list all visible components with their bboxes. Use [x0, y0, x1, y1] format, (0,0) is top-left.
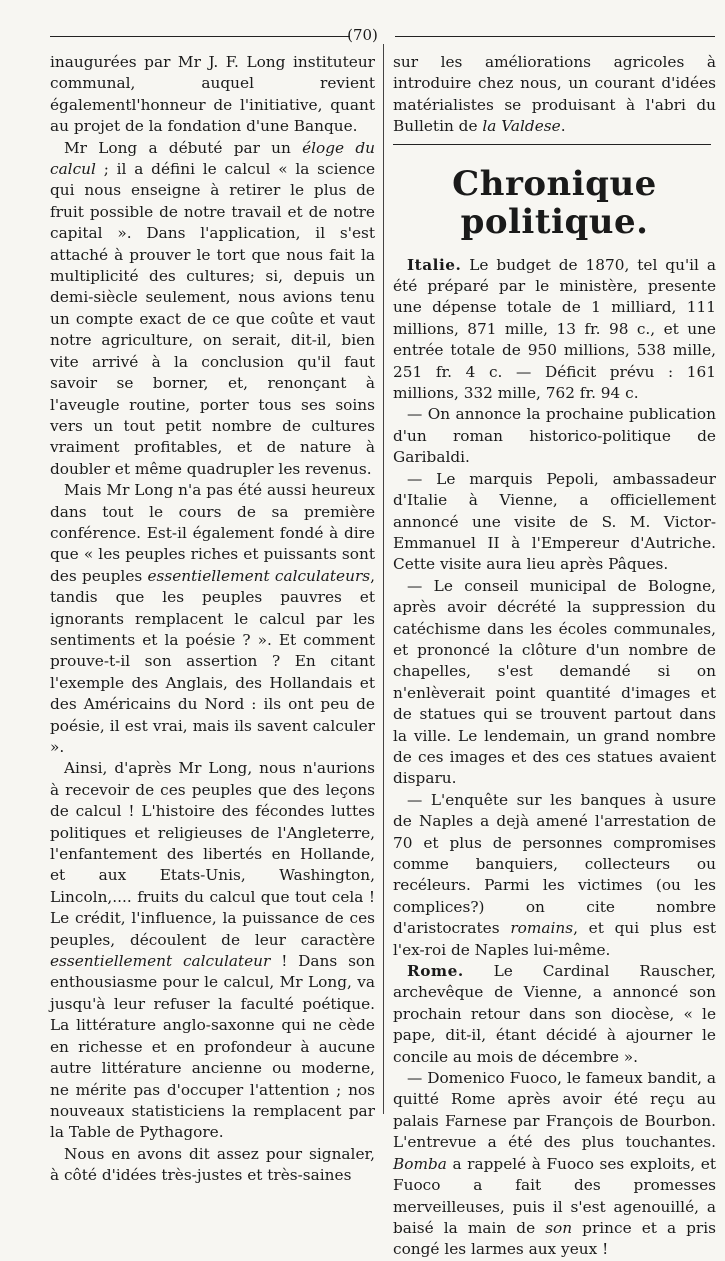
- text: , tandis que les peuples pauvres et ignorants remplacent le calcul par les sentiments et la poésie ? ». Et comment prouve-t-il son assertion ? En citant l'exemple des Anglais, des Hollandais et des Américains du Nord : ils ont peu de poésie, il est vrai, mais ils savent calculer ».: [50, 566, 375, 756]
- paragraph-conference: [50, 480, 375, 758]
- paragraph-conclusion: Nous en avons dit assez pour signaler, à côté d'idées très-justes et très-saines: [50, 1144, 375, 1185]
- section-title: Chronique politique.: [452, 163, 657, 242]
- emphasis: éloge du calcul: [50, 138, 375, 179]
- page-number: (70): [347, 26, 378, 44]
- emphasis: essentiellement calculateur: [50, 952, 271, 971]
- italie-naples: [393, 790, 716, 961]
- paragraph-eloge: [50, 138, 375, 481]
- right-column: [393, 52, 716, 1261]
- text: Mr Long a débuté par un: [64, 138, 303, 157]
- text: , et qui plus est l'ex-roi de Naples lui-même.: [393, 919, 716, 959]
- text: prince et a pris congé les larmes aux yeux !: [393, 1218, 716, 1259]
- text: — L'enquête sur les banques à usure de Naples a dejà amené l'arrestation de 70 et plus de personnes compromises comme banquiers, collecteurs ou recéleurs. Parmi les victimes (ou les complices?) on cite nombre d'aristocrates: [393, 790, 716, 938]
- emphasis: son: [545, 1218, 573, 1237]
- article-end-rule: [393, 144, 711, 145]
- emphasis: romains: [510, 919, 574, 938]
- text: Mais Mr Long n'a pas été aussi heureux dans tout le cours de sa première conférence. Est-il également fondé à dire que « les peuples riches et puissants sont des peuples: [50, 481, 375, 585]
- text: Le budget de 1870, tel qu'il a été préparé par le ministère, presente une dépense totale de 1 milliard, 111 millions, 871 mille, 13 fr. 98 c., et une entrée totale de 950 millions, 538 mille, 251 fr. 4 c. — Déficit prévu : 161 millions, 332 mille, 762 fr. 94 c.: [393, 255, 716, 403]
- text: — Domenico Fuoco, le fameux bandit, a quitté Rome après avoir été reçu au palais Farnese par François de Bourbon. L'entrevue a été des plus touchantes.: [393, 1069, 716, 1152]
- text: .: [560, 117, 566, 136]
- country-label-italie: Italie.: [407, 255, 462, 274]
- text: ! Dans son enthousiasme pour le calcul, Mr Long, va jusqu'à leur refuser la faculté poétique. La littérature anglo-saxonne qui ne cède en richesse et en profondeur à aucune autre littérature ancienne ou moderne, ne mérite pas d'occuper l'attention ; nos nouveaux statisticiens la remplacent par la Table de Pythagore.: [50, 952, 375, 1142]
- rome-rauscher: [393, 961, 716, 1068]
- emphasis: la Valdese: [482, 117, 561, 136]
- emphasis: Bomba: [393, 1154, 447, 1173]
- italie-bologne: — Le conseil municipal de Bologne, après avoir décrété la suppression du catéchisme dans les écoles communales, et prononcé la clôture d'un nombre de chapelles, s'est demandé si on n'enlèverait point quantité d'images et de statues qui se trouvent partout dans la ville. Le lendemain, un grand nombre de ces images et des ces statues avaient disparu.: [393, 576, 716, 788]
- text: sur les améliorations agricoles à introduire chez nous, un courant d'idées matérialistes se produisant à l'abri du Bulletin de: [393, 53, 716, 136]
- header-rule-left: [50, 36, 350, 37]
- left-column: [50, 52, 375, 1187]
- italie-budget: [393, 255, 716, 405]
- column-divider: [383, 44, 384, 1114]
- text: Ainsi, d'après Mr Long, nous n'aurions à recevoir de ces peuples que des leçons de calcul ! L'histoire des fécondes luttes politiques et religieuses de l'Angleterre, l'enfantement des libertés en Hollande, et aux Etats-Unis, Washington, Lincoln,.... fruits du calcul que tout cela ! Le crédit, l'influence, la puissance de ces peuples, découlent de leur caractère: [50, 759, 375, 949]
- text: ; il a défini le calcul « la science qui nous enseigne à retirer le plus de fruit possible de notre travail et de notre capital ». Dans l'application, il s'est attaché à prouver le tort que nous fait la multiplicité des cultures; si, depuis un demi-siècle seulement, nous avions tenu un compte exact de ce que coûte et vaut notre agriculture, on serait, dit-il, bien vite arrivé à la conclusion qu'il faut savoir se borner, et, renonçant à l'aveugle routine, porter tous ses soins vers un tout petit nombre de cultures vraiment profitables, et de nature à doubler et même quadrupler les revenus.: [50, 160, 375, 478]
- paragraph-ainsi: [50, 758, 375, 1143]
- text: a rappelé à Fuoco ses exploits, et Fuoco a fait des promesses merveilleuses, puis il s'est agenouillé, a baisé la main de: [393, 1154, 716, 1237]
- text: Le Cardinal Rauscher, archevêque de Vienne, a annoncé son prochain retour dans son diocèse, « le pape, dit-il, étant décidé à ajourner le concile au mois de décembre ».: [393, 962, 716, 1066]
- emphasis: essentiellement calculateurs: [147, 566, 371, 585]
- paragraph-banque: inaugurées par Mr J. F. Long instituteur communal, auquel revient égalementl'honneur de l'initiative, quant au projet de la fondation d'une Banque.: [50, 53, 375, 136]
- header-rule-right: [395, 36, 715, 37]
- rome-fuoco: [393, 1068, 716, 1261]
- country-label-rome: Rome.: [407, 962, 464, 981]
- italie-garibaldi: — On annonce la prochaine publication d'un roman historico-politique de Garibaldi.: [393, 405, 716, 467]
- paragraph-continuation: [393, 52, 716, 138]
- italie-pepoli: — Le marquis Pepoli, ambassadeur d'Italie à Vienne, a officiellement annoncé une visite de S. M. Victor-Emmanuel II à l'Empereur d'Autriche. Cette visite aura lieu après Pâques.: [393, 469, 716, 574]
